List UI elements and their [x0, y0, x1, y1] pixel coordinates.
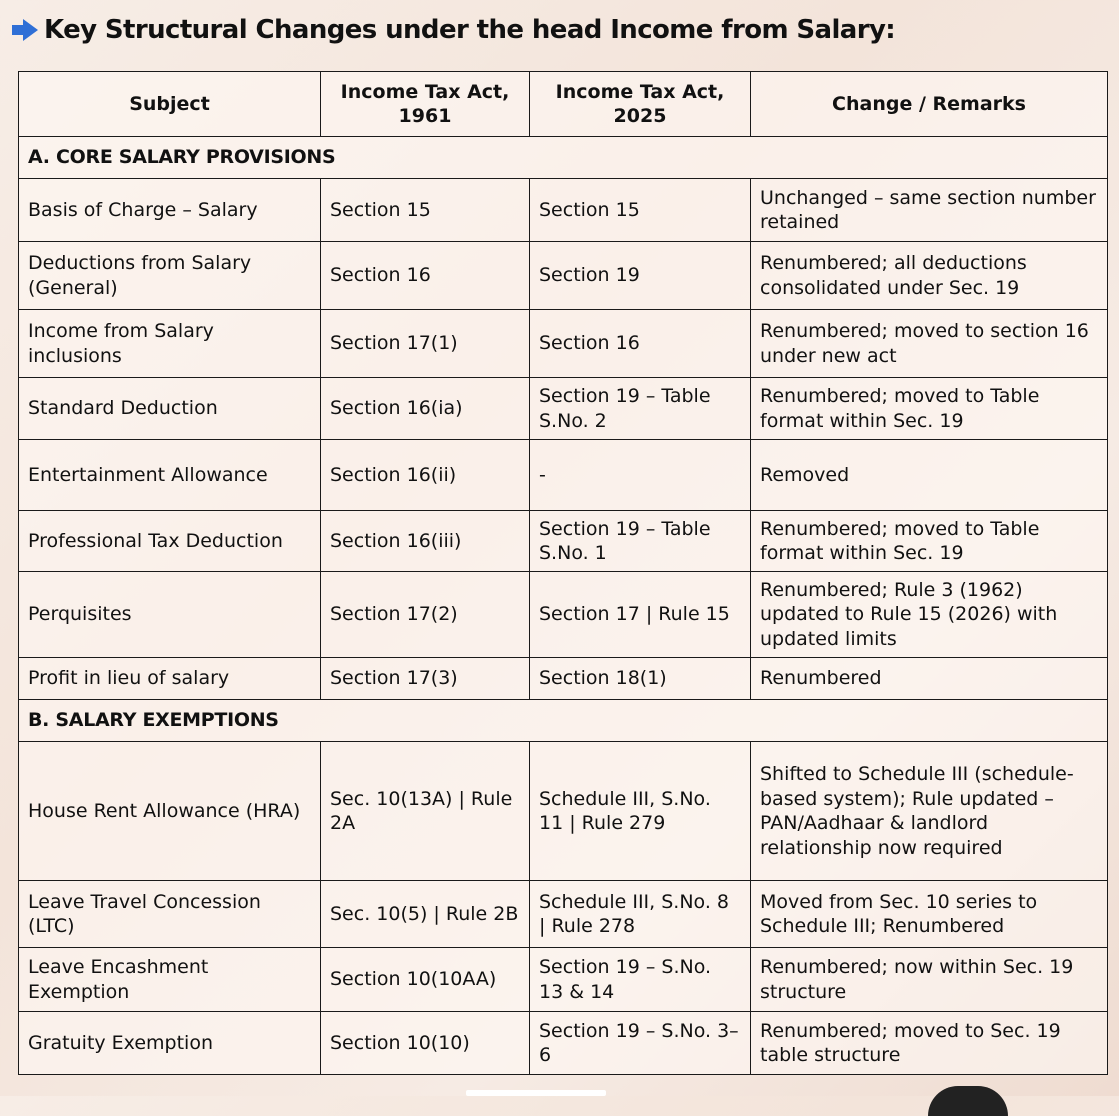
header-subject: Subject: [19, 72, 321, 137]
cell-subject: Gratuity Exemption: [19, 1012, 321, 1075]
cell-act-1961: Sec. 10(5) | Rule 2B: [321, 881, 530, 948]
cell-act-2025: Schedule III, S.No. 11 | Rule 279: [530, 742, 751, 881]
cell-act-1961: Section 17(1): [321, 310, 530, 378]
cell-act-1961: Section 15: [321, 179, 530, 242]
cell-act-2025: -: [530, 440, 751, 511]
cell-remarks: Removed: [751, 440, 1108, 511]
cell-remarks: Renumbered; Rule 3 (1962) updated to Rule 15 (2026) with updated limits: [751, 572, 1108, 658]
table-row: [19, 310, 1108, 378]
cell-subject: Leave Travel Concession (LTC): [19, 881, 321, 948]
page-title: Key Structural Changes under the head Income from Salary:: [44, 15, 896, 45]
bottom-decoration: [466, 1090, 606, 1096]
cell-act-1961: Sec. 10(13A) | Rule 2A: [321, 742, 530, 881]
table-header-row: [19, 72, 1108, 137]
cell-act-2025: Schedule III, S.No. 8 | Rule 278: [530, 881, 751, 948]
cell-subject: Leave Encashment Exemption: [19, 948, 321, 1012]
header-remarks: Change / Remarks: [751, 72, 1108, 137]
cell-act-2025: Section 18(1): [530, 658, 751, 700]
cell-remarks: Renumbered; moved to Table format within Sec. 19: [751, 378, 1108, 440]
table-row: [19, 948, 1108, 1012]
salary-changes-table: [18, 71, 1108, 1075]
cell-remarks: Renumbered; moved to section 16 under new act: [751, 310, 1108, 378]
cell-remarks: Renumbered; moved to Sec. 19 table structure: [751, 1012, 1108, 1075]
section-title: A. CORE SALARY PROVISIONS: [19, 137, 1108, 179]
table-row: [19, 179, 1108, 242]
page-heading: [12, 12, 895, 48]
cell-act-1961: Section 16: [321, 242, 530, 310]
cell-act-2025: Section 17 | Rule 15: [530, 572, 751, 658]
cell-subject: Basis of Charge – Salary: [19, 179, 321, 242]
cell-act-2025: Section 19 – S.No. 13 & 14: [530, 948, 751, 1012]
section-title: B. SALARY EXEMPTIONS: [19, 700, 1108, 742]
cell-act-1961: Section 16(iii): [321, 511, 530, 572]
cell-act-1961: Section 17(3): [321, 658, 530, 700]
bottom-dark-shape: [928, 1086, 1008, 1116]
cell-act-2025: Section 19 – S.No. 3–6: [530, 1012, 751, 1075]
cell-act-2025: Section 15: [530, 179, 751, 242]
cell-remarks: Moved from Sec. 10 series to Schedule III; Renumbered: [751, 881, 1108, 948]
cell-act-2025: Section 19: [530, 242, 751, 310]
cell-subject: Profit in lieu of salary: [19, 658, 321, 700]
header-act-1961: Income Tax Act, 1961: [321, 72, 530, 137]
section-row: [19, 700, 1108, 742]
cell-subject: Perquisites: [19, 572, 321, 658]
right-arrow-icon: [12, 18, 38, 42]
section-row: [19, 137, 1108, 179]
cell-remarks: Shifted to Schedule III (schedule-based system); Rule updated – PAN/Aadhaar & landlord relationship now required: [751, 742, 1108, 881]
table-row: [19, 742, 1108, 881]
cell-act-1961: Section 10(10): [321, 1012, 530, 1075]
table-row: [19, 881, 1108, 948]
table-body: [19, 137, 1108, 1075]
cell-remarks: Renumbered; now within Sec. 19 structure: [751, 948, 1108, 1012]
cell-subject: House Rent Allowance (HRA): [19, 742, 321, 881]
header-act-2025: Income Tax Act, 2025: [530, 72, 751, 137]
cell-subject: Professional Tax Deduction: [19, 511, 321, 572]
cell-act-1961: Section 10(10AA): [321, 948, 530, 1012]
cell-remarks: Renumbered: [751, 658, 1108, 700]
table-row: [19, 658, 1108, 700]
cell-act-1961: Section 17(2): [321, 572, 530, 658]
cell-subject: Income from Salary inclusions: [19, 310, 321, 378]
cell-subject: Standard Deduction: [19, 378, 321, 440]
cell-act-1961: Section 16(ia): [321, 378, 530, 440]
table-row: [19, 511, 1108, 572]
table-row: [19, 378, 1108, 440]
table-row: [19, 1012, 1108, 1075]
table-row: [19, 440, 1108, 511]
cell-act-2025: Section 16: [530, 310, 751, 378]
cell-remarks: Unchanged – same section number retained: [751, 179, 1108, 242]
cell-remarks: Renumbered; moved to Table format within Sec. 19: [751, 511, 1108, 572]
cell-subject: Deductions from Salary (General): [19, 242, 321, 310]
cell-subject: Entertainment Allowance: [19, 440, 321, 511]
cell-act-2025: Section 19 – Table S.No. 2: [530, 378, 751, 440]
cell-remarks: Renumbered; all deductions consolidated under Sec. 19: [751, 242, 1108, 310]
table-row: [19, 242, 1108, 310]
cell-act-2025: Section 19 – Table S.No. 1: [530, 511, 751, 572]
table-row: [19, 572, 1108, 658]
cell-act-1961: Section 16(ii): [321, 440, 530, 511]
